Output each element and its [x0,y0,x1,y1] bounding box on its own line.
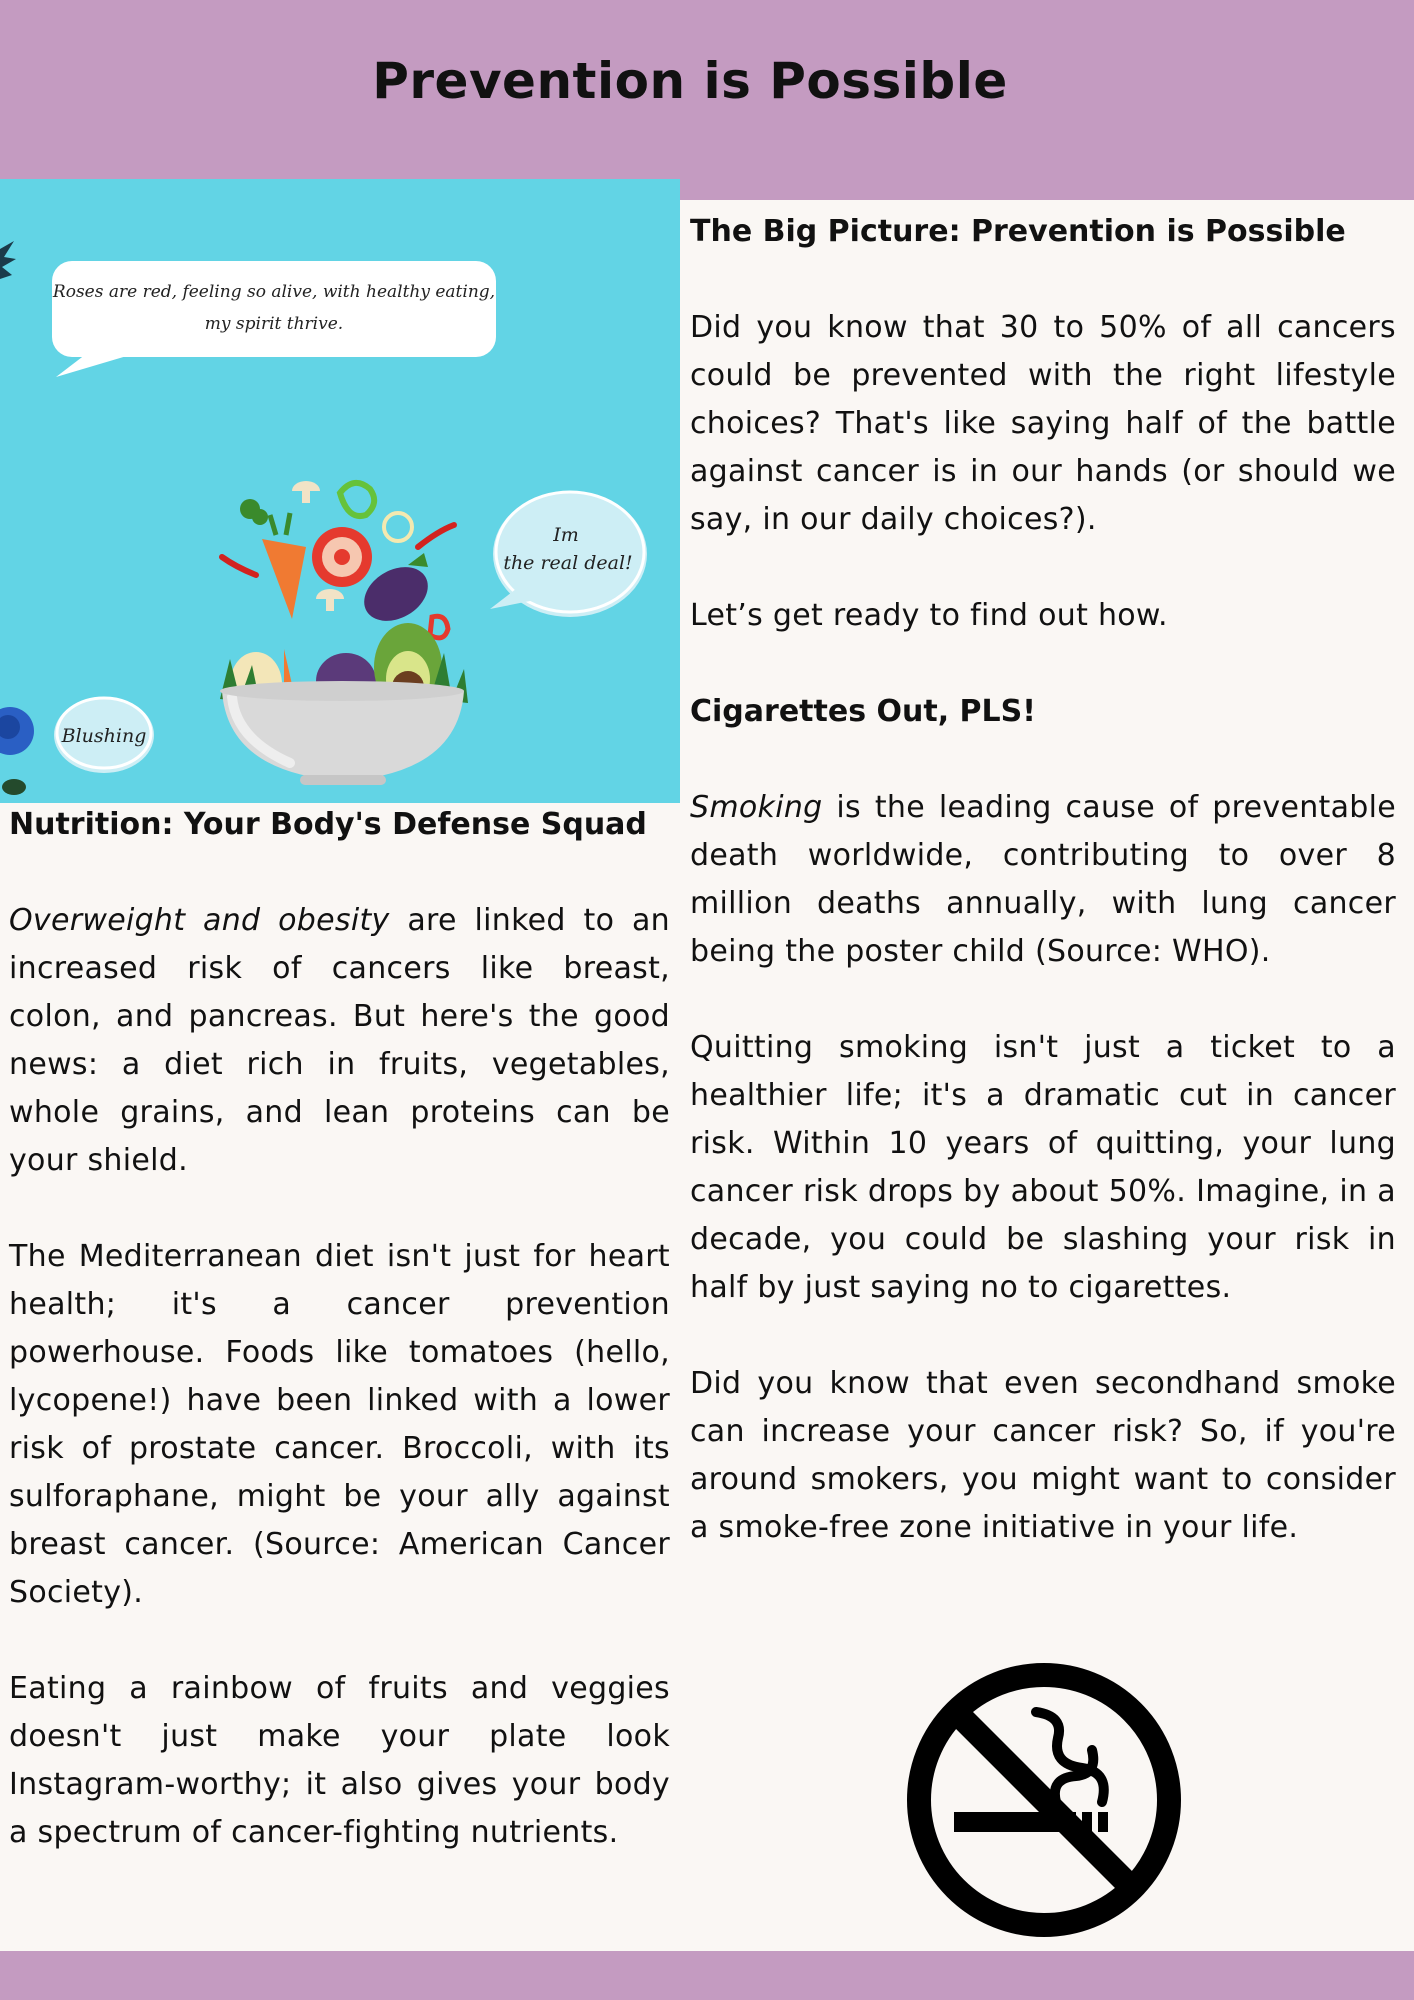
blushing-bubble [54,697,154,773]
real-deal-line-2: the real deal! [503,552,633,574]
quote-line-1: Roses are red, feeling so alive, with healthy eating, [52,282,496,302]
big-picture-heading: The Big Picture: Prevention is Possible [690,214,1346,249]
nutrition-paragraph-2: The Mediterranean diet isn't just for heart health; it's a cancer prevention powerhouse. Foods like tomatoes (hello, lycopene!) have been linked with a lower risk of prostate cancer. Broccoli, with its sulforaphane, might be your ally against breast cancer. (Source: American Cancer Society). [9,1239,670,1610]
cigarettes-heading: Cigarettes Out, PLS! [690,694,1036,729]
nutrition-section [9,801,670,1905]
nutrition-paragraph-1 [9,897,670,1185]
big-picture-paragraph-1: Did you know that 30 to 50% of all cancers could be prevented with the right lifestyle choices? That's like saying half of the battle against cancer is in our hands (or should we say, in our daily choices?). [690,310,1396,537]
real-deal-bubble [490,491,647,617]
quote-bubble [52,261,496,377]
cigarettes-paragraph-3: Did you know that even secondhand smoke can increase your cancer risk? So, if you're around smokers, you might want to consider a smoke-free zone initiative in your life. [690,1366,1396,1545]
page-title: Prevention is Possible [372,52,1008,110]
quote-line-2: my spirit thrive. [204,314,344,334]
hero-illustration [0,179,680,803]
cigarettes-emphasis: Smoking [690,790,823,825]
cigarettes-paragraph-2: Quitting smoking isn't just a ticket to a healthier life; it's a dramatic cut in cancer risk. Within 10 years of quitting, your lung cancer risk drops by about 50%. Imagine, in a decade, you could be slashing your risk in half by just saying no to cigarettes. [690,1030,1396,1305]
nutrition-paragraph-1-text: are linked to an increased risk of cancers like breast, colon, and pancreas. But here's the good news: a diet rich in fruits, vegetables, whole grains, and lean proteins can be your shield. [9,903,670,1178]
nutrition-heading: Nutrition: Your Body's Defense Squad [9,807,647,842]
bowl-icon [220,681,464,785]
no-smoking-icon [906,1662,1182,1938]
cigarettes-paragraph-1-text: is the leading cause of preventable death worldwide, contributing to over 8 million deaths annually, with lung cancer being the poster child (Source: WHO). [690,790,1396,969]
big-picture-section [690,208,1396,1600]
big-picture-paragraph-2: Let’s get ready to find out how. [690,598,1168,633]
salad-bowl-icon [0,179,680,803]
leaf-icon [0,241,16,279]
footer-band [0,1951,1414,2000]
nutrition-emphasis: Overweight and obesity [9,903,390,938]
nutrition-paragraph-3: Eating a rainbow of fruits and veggies doesn't just make your plate look Instagram-worthy; it also gives your body a spectrum of cancer-fighting nutrients. [9,1671,670,1850]
rose-icon [0,707,34,795]
blushing-text: Blushing [61,725,147,747]
cigarettes-paragraph-1 [690,784,1396,976]
real-deal-line-1: Im [553,524,579,546]
